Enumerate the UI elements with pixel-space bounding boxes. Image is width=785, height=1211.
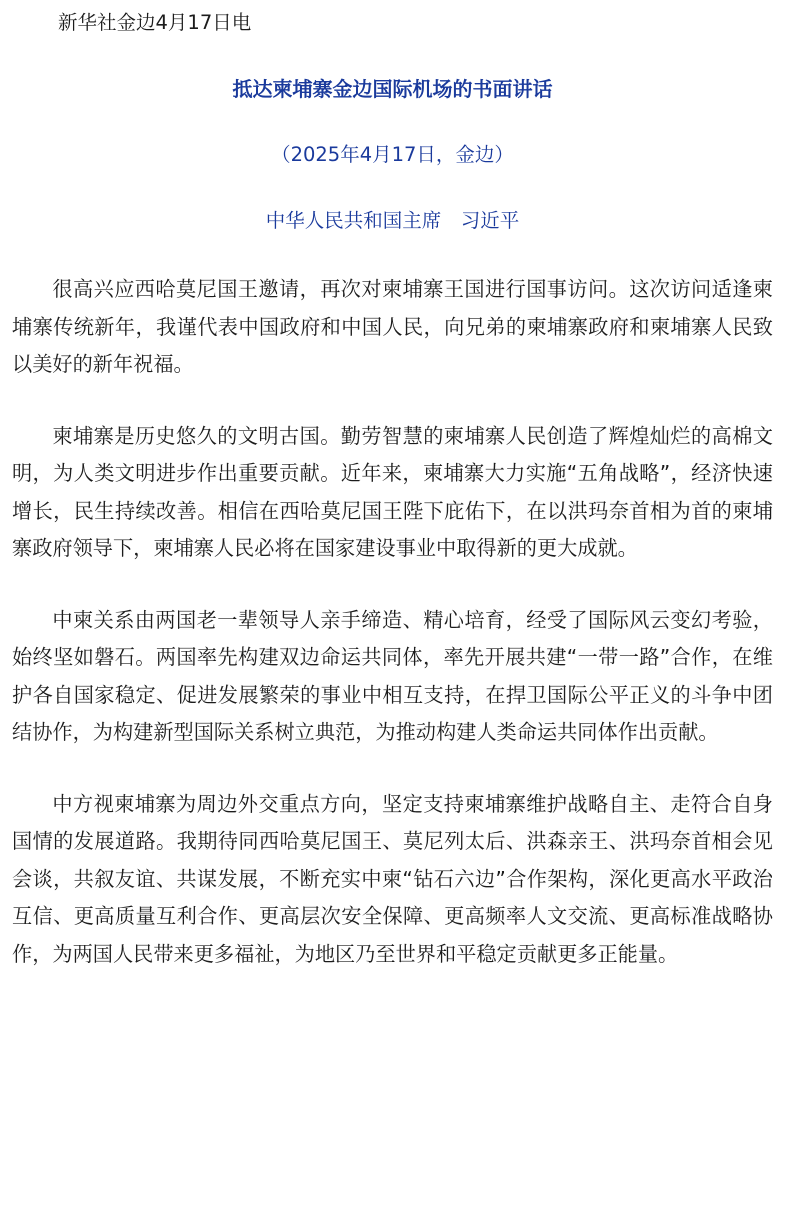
paragraph-3: 中柬关系由两国老一辈领导人亲手缔造、精心培育，经受了国际风云变幻考验，始终坚如磐石。两国率先构建双边命运共同体，率先开展共建“一带一路”合作，在维护各自国家稳定、促进发展繁荣的事业中相互支持，在捍卫国际公平正义的斗争中团结协作，为构建新型国际关系树立典范，为推动构建人类命运共同体作出贡献。: [12, 607, 773, 744]
paragraph-1: 很高兴应西哈莫尼国王邀请，再次对柬埔寨王国进行国事访问。这次访问适逢柬埔寨传统新年，我谨代表中国政府和中国人民，向兄弟的柬埔寨政府和柬埔寨人民致以美好的新年祝福。: [12, 277, 773, 376]
date-place: （2025年4月17日，金边）: [271, 143, 514, 166]
author-line: 中华人民共和国主席 习近平: [265, 209, 520, 232]
paragraph-4: 中方视柬埔寨为周边外交重点方向，坚定支持柬埔寨维护战略自主、走符合自身国情的发展道路。我期待同西哈莫尼国王、莫尼列太后、洪森亲王、洪玛奈首相会见会谈，共叙友谊、共谋发展，不断充实中柬“钻石六边”合作架构，深化更高水平政治互信、更高质量互利合作、更高层次安全保障、更高频率人文交流、更高标准战略协作，为两国人民带来更多福祉，为地区乃至世界和平稳定贡献更多正能量。: [12, 791, 773, 966]
dateline: 新华社金边4月17日电: [58, 11, 252, 34]
headline: 抵达柬埔寨金边国际机场的书面讲话: [232, 77, 553, 101]
paragraph-2: 柬埔寨是历史悠久的文明古国。勤劳智慧的柬埔寨人民创造了辉煌灿烂的高棉文明，为人类文明进步作出重要贡献。近年来，柬埔寨大力实施“五角战略”，经济快速增长，民生持续改善。相信在西哈莫尼国王陛下庇佑下，在以洪玛奈首相为首的柬埔寨政府领导下，柬埔寨人民必将在国家建设事业中取得新的更大成就。: [12, 423, 773, 560]
